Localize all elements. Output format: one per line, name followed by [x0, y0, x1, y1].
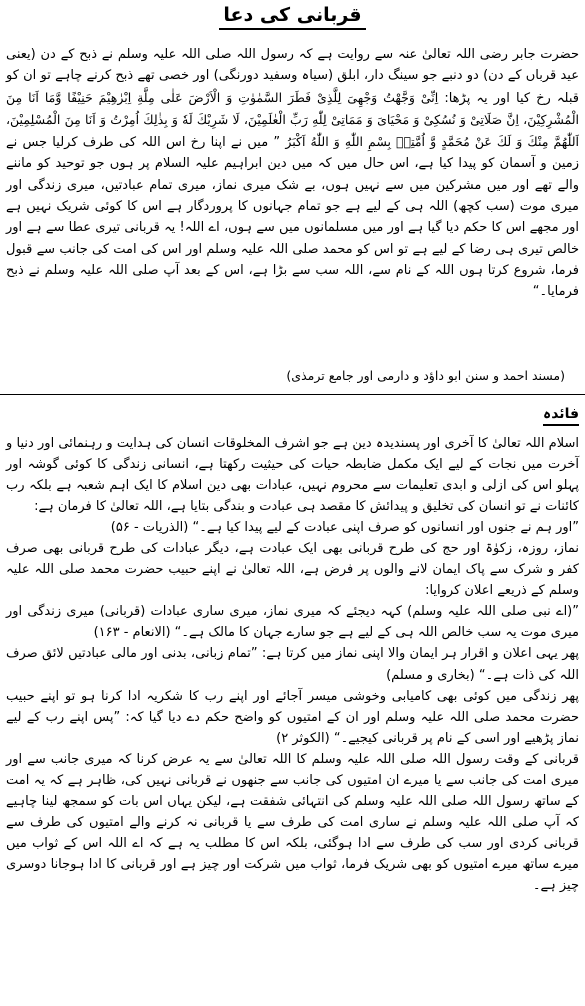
- faida-text: [6, 433, 579, 896]
- hadith-source: (مسند احمد و سنن ابو داؤد و دارمی اور جامع ترمذی): [286, 368, 565, 383]
- arabic-dua: اِنِّیْ وَجَّهْتُ وَجْهِیَ لِلَّذِیْ فَطَرَ السَّمٰوٰتِ وَ الْاَرْضَ عَلٰی مِلَّةِ اِبْرٰهِیْمَ حَنِیْفًا وَّمَا اَنَا مِنَ الْمُشْرِكِیْنَ، اِنَّ صَلَاتِیْ وَ نُسُكِیْ وَ مَحْیَایَ وَ مَمَاتِیْ لِلّٰهِ رَبِّ الْعٰلَمِیْنَ، لَا شَرِیْكَ لَهٗ وَ بِذٰلِكَ اُمِرْتُ وَ اَنَا مِنَ الْمُسْلِمِیْنَ، اَللّٰهُمَّ مِنْكَ وَ لَكَ عَنْ مُحَمَّدٍ وَّ اُمَّتِهٖ بِسْمِ اللّٰهِ وَ اللّٰهُ اَكْبَرُ: [6, 89, 579, 150]
- hadith-intro: حضرت جابر رضی اللہ تعالیٰ عنہ سے روایت ہے کہ رسول اللہ صلی اللہ علیہ وسلم نے ذبح کے دن (یعنی عید قرباں کے دن) دو دنبے جو سینگ دار، ابلق (سیاہ وسفید دورنگی) اور خصی تھے ذبح کرنے چاہے تو ان کو قبلہ رخ کیا اور یہ پڑھا:: [6, 47, 579, 106]
- quran-quote: ”اور ہم نے جنوں اور انسانوں کو صرف اپنی عبادت کے لیے پیدا کیا ہے۔“ (الذریات - ۵۶): [110, 520, 579, 536]
- divider: [0, 394, 585, 395]
- section-heading: فائدہ: [543, 404, 579, 426]
- faida-paragraph: پھر زندگی میں کوئی بھی کامیابی وخوشی میسر آجائے اور اپنے رب کا شکریہ ادا کرنا ہو تو اپنے حبیب حضرت محمد صلی اللہ علیہ وسلم اور ان کے امتیوں کو واضح حکم دے دیا گیا کہ: ”پس اپنے رب کے لیے نماز پڑھیے اور اسی کے نام پر قربانی کیجیے۔“ (الکوثر ۲): [6, 688, 579, 746]
- faida-paragraph: پھر یہی اعلان و اقرار ہر ایمان والا اپنی نماز میں کرتا ہے: ”تمام زبانی، بدنی اور مالی عبادتیں لائق صرف اللہ کی ذات ہے۔“ (بخاری و مسلم): [6, 646, 579, 683]
- faida-paragraph: اسلام اللہ تعالیٰ کا آخری اور پسندیدہ دین ہے جو اشرف المخلوقات انسان کی ہدایت و رہنمائی اور دنیا و آخرت میں نجات کے لیے ایک مکمل ضابطہ حیات کی حیثیت رکھتا ہے، انسانی زندگی کا کوئی گوشہ اور پہلو اس کی ازلی و ابدی تعلیمات سے محروم نہیں، عبادات بھی دین اسلام کا ایک اہم شعبہ ہے بلکہ رب کائنات نے تو انسان کی تخلیق و پیدائش کا مقصد ہی عبادت و بندگی بتایا ہے، اللہ تعالیٰ کا فرمان ہے:: [6, 436, 579, 515]
- dua-translation: ” میں نے اپنا رخ اس اللہ کی طرف کرلیا جس نے زمین و آسمان کو پیدا کیا ہے، اس حال میں کہ میں دین ابراہیم علیہ السلام پر ہوں جو توحید کو ماننے والے تھے اور میں مشرکین میں سے نہیں ہوں، بے شک میری نماز، میری تمام عبادتیں، میری زندگی اور میری موت (سب کچھ) اللہ ہی کے لیے ہے جو تمام جہانوں کا پروردگار ہے اس کا کوئی شریک نہیں ہے اور مجھے اس کا حکم دیا گیا ہے اور میں مسلمانوں میں سے ہوں، اے اللہ! یہ قربانی تیری عطا سے ہے اور خالص تیری ہی رضا کے لیے ہے تو اس کو محمد صلی اللہ علیہ وسلم اور اس کی امت کی جانب سے قبول فرما، شروع کرتا ہوں اللہ کے نام سے، اللہ سب سے بڑا ہے، اس کے بعد آپ صلی اللہ علیہ وسلم نے ذبح فرمایا۔“: [6, 135, 579, 300]
- faida-paragraph: نماز، روزہ، زکوٰۃ اور حج کی طرح قربانی بھی ایک عبادت ہے، دیگر عبادات کی طرح قربانی بھی صرف کفر و شرک سے پاک ایمان لانے والوں پر فرض ہے، اللہ تعالیٰ نے اپنے حبیب حضرت محمد صلی اللہ علیہ وسلم کے ذریعے اعلان کروایا:: [6, 541, 579, 599]
- hadith-text: [6, 44, 579, 303]
- page-title: قربانی کی دعا: [219, 2, 365, 30]
- quran-quote: ”(اے نبی صلی اللہ علیہ وسلم) کہہ دیجئے کہ میری نماز، میری ساری عبادات (قربانی) میری زندگی اور میری موت یہ سب خالص اللہ ہی کے لیے ہے جو سارے جہان کا مالک ہے۔“ (الانعام - ۱۶۳): [6, 604, 579, 641]
- title-wrap: [0, 2, 585, 30]
- faida-paragraph: قربانی کے وقت رسول اللہ صلی اللہ علیہ وسلم کا اللہ تعالیٰ سے یہ عرض کرنا کہ میری جانب سے اور میری امت کی جانب سے یا میرے ان امتیوں کی جانب سے جنھوں نے قربانی نہیں کی، ظاہر ہے کہ یہ امت کے ساتھ رسول اللہ صلی اللہ علیہ وسلم کی انتہائی شفقت ہے، لیکن یہاں اس بات کو سمجھ لینا چاہیے کہ آپ صلی اللہ علیہ وسلم نے ساری امت کی طرف سے یا قربانی نہ کرنے والے امتیوں کی طرف سے قربانی کردی اور سب کی طرف سے ادا ہوگئی، بلکہ اس کا مطلب یہ ہے کہ اے اللہ اس کے ثواب میں میرے ساتھ میرے امتیوں کو بھی شریک فرما، ثواب میں شرکت اور چیز ہے اور قربانی کا ادا ہوجانا دوسری چیز ہے۔: [6, 751, 579, 893]
